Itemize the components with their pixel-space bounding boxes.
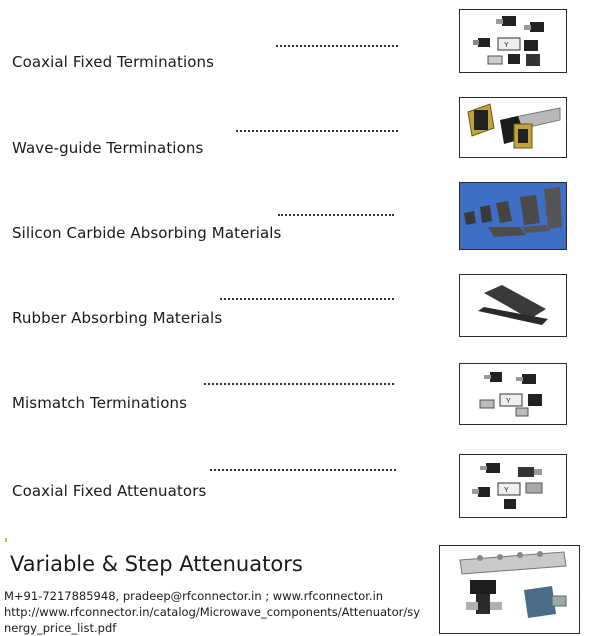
dotted-leader bbox=[278, 214, 394, 216]
dotted-leader bbox=[220, 298, 394, 300]
svg-text:Y: Y bbox=[506, 398, 511, 405]
accent-mark bbox=[5, 538, 7, 542]
dotted-leader bbox=[276, 45, 398, 47]
rubber-absorber-photo-icon bbox=[459, 274, 567, 337]
svg-text:Y: Y bbox=[504, 42, 509, 49]
item-label-coaxial-fixed-terminations: Coaxial Fixed Terminations bbox=[12, 53, 215, 71]
item-label-mismatch-terminations: Mismatch Terminations bbox=[12, 394, 188, 412]
contact-line: M+91-7217885948, pradeep@rfconnector.in ; www.rfconnector.in bbox=[4, 589, 384, 603]
item-label-waveguide-terminations: Wave-guide Terminations bbox=[12, 139, 204, 157]
svg-text:Y: Y bbox=[504, 487, 509, 494]
variable-step-attenuators-photo-icon bbox=[439, 545, 580, 634]
item-label-silicon-carbide-absorbing-materials: Silicon Carbide Absorbing Materials bbox=[12, 224, 282, 242]
section-title-variable-step-attenuators: Variable & Step Attenuators bbox=[10, 552, 303, 576]
mismatch-terminations-photo-icon bbox=[459, 363, 567, 425]
catalog-link-line[interactable]: http://www.rfconnector.in/catalog/Microwave_components/Attenuator/sy bbox=[4, 605, 421, 619]
waveguide-terminations-photo-icon bbox=[459, 97, 567, 158]
dotted-leader bbox=[204, 383, 394, 385]
catalog-link-line-continued[interactable]: nergy_price_list.pdf bbox=[4, 621, 117, 635]
dotted-leader bbox=[236, 130, 398, 132]
item-label-coaxial-fixed-attenuators: Coaxial Fixed Attenuators bbox=[12, 482, 207, 500]
coaxial-attenuators-photo-icon bbox=[459, 454, 567, 518]
item-label-rubber-absorbing-materials: Rubber Absorbing Materials bbox=[12, 309, 223, 327]
dotted-leader bbox=[210, 469, 396, 471]
silicon-carbide-photo-icon bbox=[459, 182, 567, 250]
coaxial-terminations-photo-icon bbox=[459, 9, 567, 73]
